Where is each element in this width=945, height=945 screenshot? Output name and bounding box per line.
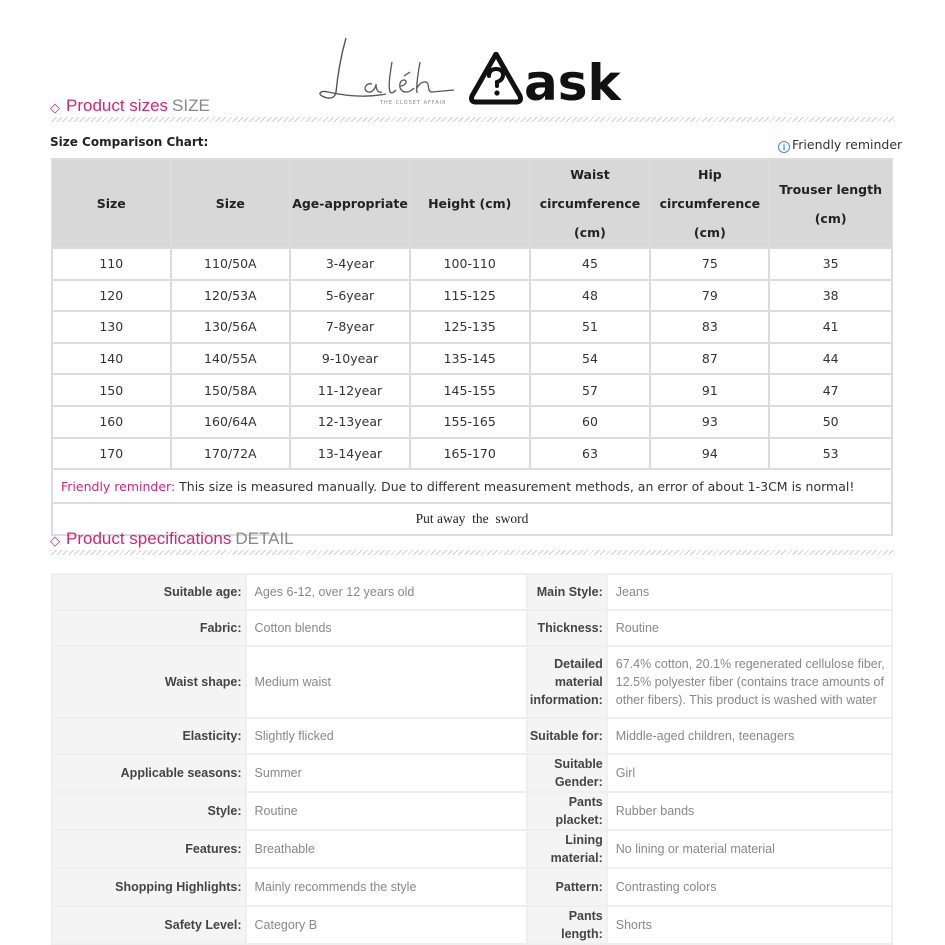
table-cell: 160 — [52, 406, 171, 438]
diamond-icon: ◇ — [50, 101, 60, 116]
table-cell: 160/64A — [171, 406, 291, 438]
table-cell: 57 — [530, 374, 651, 406]
spec-label: Style: — [52, 792, 246, 830]
spec-label: Pants placket: — [527, 792, 607, 830]
laleh-tagline: THE CLOSET AFFAIR — [380, 100, 447, 106]
spec-value: Jeans — [607, 574, 892, 610]
header-cell: Size — [52, 159, 171, 248]
spec-label: Thickness: — [527, 610, 607, 646]
spec-value: Mainly recommends the style — [246, 868, 527, 906]
table-cell: 5-6year — [290, 280, 410, 312]
friendly-reminder — [778, 137, 902, 153]
spec-label: Safety Level: — [52, 906, 246, 944]
table-cell: 47 — [769, 374, 892, 406]
table-cell: 140 — [52, 343, 171, 375]
table-cell: 53 — [769, 438, 892, 470]
table-cell: 93 — [650, 406, 769, 438]
spec-row — [52, 646, 892, 718]
sizes-section-subtitle: SIZE — [172, 96, 210, 115]
reminder-note — [52, 469, 892, 503]
diamond-icon: ◇ — [50, 534, 60, 549]
spec-row — [52, 610, 892, 646]
table-cell: 140/55A — [171, 343, 291, 375]
spec-label: Suitable for: — [527, 718, 607, 754]
table-cell: 51 — [530, 311, 651, 343]
header-cell: Trouser length (cm) — [769, 159, 892, 248]
spec-label: Applicable seasons: — [52, 754, 246, 792]
spec-label: Fabric: — [52, 610, 246, 646]
table-cell: 170/72A — [171, 438, 291, 470]
table-cell: 100-110 — [410, 248, 530, 280]
table-cell: 12-13year — [290, 406, 410, 438]
friendly-reminder-text: Friendly reminder — [792, 137, 903, 152]
spec-value: Shorts — [607, 906, 892, 944]
specs-section-title: Product specifications DETAIL — [66, 529, 294, 548]
table-cell: 165-170 — [410, 438, 530, 470]
spec-value: Routine — [607, 610, 892, 646]
table-cell: 130 — [52, 311, 171, 343]
table-cell: 63 — [530, 438, 651, 470]
table-cell: 110 — [52, 248, 171, 280]
table-cell: 50 — [769, 406, 892, 438]
table-cell: 41 — [769, 311, 892, 343]
spec-row — [52, 792, 892, 830]
spec-label: Main Style: — [527, 574, 607, 610]
spec-value: Girl — [607, 754, 892, 792]
table-cell: 7-8year — [290, 311, 410, 343]
table-cell: 130/56A — [171, 311, 291, 343]
section-divider — [50, 550, 895, 555]
spec-value: Rubber bands — [607, 792, 892, 830]
spec-value: Middle-aged children, teenagers — [607, 718, 892, 754]
table-cell: 135-145 — [410, 343, 530, 375]
table-cell: 87 — [650, 343, 769, 375]
spec-value: Breathable — [246, 830, 527, 868]
sword-text: Put away the sword — [52, 503, 892, 535]
spec-row — [52, 906, 892, 944]
table-cell: 35 — [769, 248, 892, 280]
spec-value: Cotton blends — [246, 610, 527, 646]
spec-label: Shopping Highlights: — [52, 868, 246, 906]
spec-label: Suitable age: — [52, 574, 246, 610]
table-cell: 3-4year — [290, 248, 410, 280]
table-cell: 13-14year — [290, 438, 410, 470]
spec-label: Pants length: — [527, 906, 607, 944]
spec-label: Elasticity: — [52, 718, 246, 754]
reminder-note-label: Friendly reminder: — [61, 478, 176, 494]
table-cell: 94 — [650, 438, 769, 470]
table-cell: 120 — [52, 280, 171, 312]
table-cell: 75 — [650, 248, 769, 280]
spec-value: No lining or material material — [607, 830, 892, 868]
table-cell: 44 — [769, 343, 892, 375]
table-cell: 83 — [650, 311, 769, 343]
table-cell: 9-10year — [290, 343, 410, 375]
table-row — [52, 374, 892, 406]
table-cell: 45 — [530, 248, 651, 280]
spec-label: Pattern: — [527, 868, 607, 906]
table-cell: 110/50A — [171, 248, 291, 280]
spec-value: 67.4% cotton, 20.1% regenerated cellulose fiber, 12.5% polyester fiber (contains trace amounts of other fibers). This product is washed with water — [607, 646, 892, 718]
table-cell: 79 — [650, 280, 769, 312]
size-table-header — [52, 159, 892, 248]
table-cell: 125-135 — [410, 311, 530, 343]
spec-label: Waist shape: — [52, 646, 246, 718]
size-table — [51, 158, 893, 536]
table-cell: 150 — [52, 374, 171, 406]
spec-row — [52, 868, 892, 906]
reminder-row — [52, 469, 892, 503]
info-icon: i — [778, 141, 790, 153]
header-cell: Hip circumference (cm) — [650, 159, 769, 248]
table-row — [52, 343, 892, 375]
table-cell: 150/58A — [171, 374, 291, 406]
spec-row — [52, 754, 892, 792]
table-row — [52, 438, 892, 470]
spec-value: Summer — [246, 754, 527, 792]
header-cell: Size — [171, 159, 291, 248]
spec-value: Slightly flicked — [246, 718, 527, 754]
spec-label: Suitable Gender: — [527, 754, 607, 792]
chart-label: Size Comparison Chart: — [50, 135, 209, 149]
spec-label: Lining material: — [527, 830, 607, 868]
header-cell: Waist circumference (cm) — [530, 159, 651, 248]
sizes-section-title: Product sizes SIZE — [66, 96, 210, 115]
table-cell: 38 — [769, 280, 892, 312]
spec-row — [52, 718, 892, 754]
spec-row — [52, 830, 892, 868]
spec-value: Medium waist — [246, 646, 527, 718]
ask-logo-text: ask — [524, 54, 621, 108]
spec-value: Contrasting colors — [607, 868, 892, 906]
table-cell: 91 — [650, 374, 769, 406]
table-cell: 145-155 — [410, 374, 530, 406]
spec-table — [51, 573, 893, 945]
spec-value: Ages 6-12, over 12 years old — [246, 574, 527, 610]
spec-value: Routine — [246, 792, 527, 830]
section-divider — [50, 117, 895, 122]
table-cell: 11-12year — [290, 374, 410, 406]
spec-value: Category B — [246, 906, 527, 944]
table-row — [52, 311, 892, 343]
table-row — [52, 248, 892, 280]
spec-label: Detailed material information: — [527, 646, 607, 718]
table-cell: 170 — [52, 438, 171, 470]
table-cell: 155-165 — [410, 406, 530, 438]
header-cell: Height (cm) — [410, 159, 530, 248]
table-cell: 48 — [530, 280, 651, 312]
table-cell: 115-125 — [410, 280, 530, 312]
sizes-section-header — [50, 96, 895, 122]
header-cell: Age-appropriate — [290, 159, 410, 248]
spec-label: Features: — [52, 830, 246, 868]
table-cell: 60 — [530, 406, 651, 438]
table-row — [52, 280, 892, 312]
table-cell: 54 — [530, 343, 651, 375]
table-row — [52, 406, 892, 438]
reminder-note-text: This size is measured manually. Due to different measurement methods, an error of about 1-3CM is normal! — [175, 478, 855, 494]
specs-section-header — [50, 529, 895, 555]
spec-row — [52, 574, 892, 610]
specs-section-subtitle: DETAIL — [235, 529, 294, 548]
table-cell: 120/53A — [171, 280, 291, 312]
